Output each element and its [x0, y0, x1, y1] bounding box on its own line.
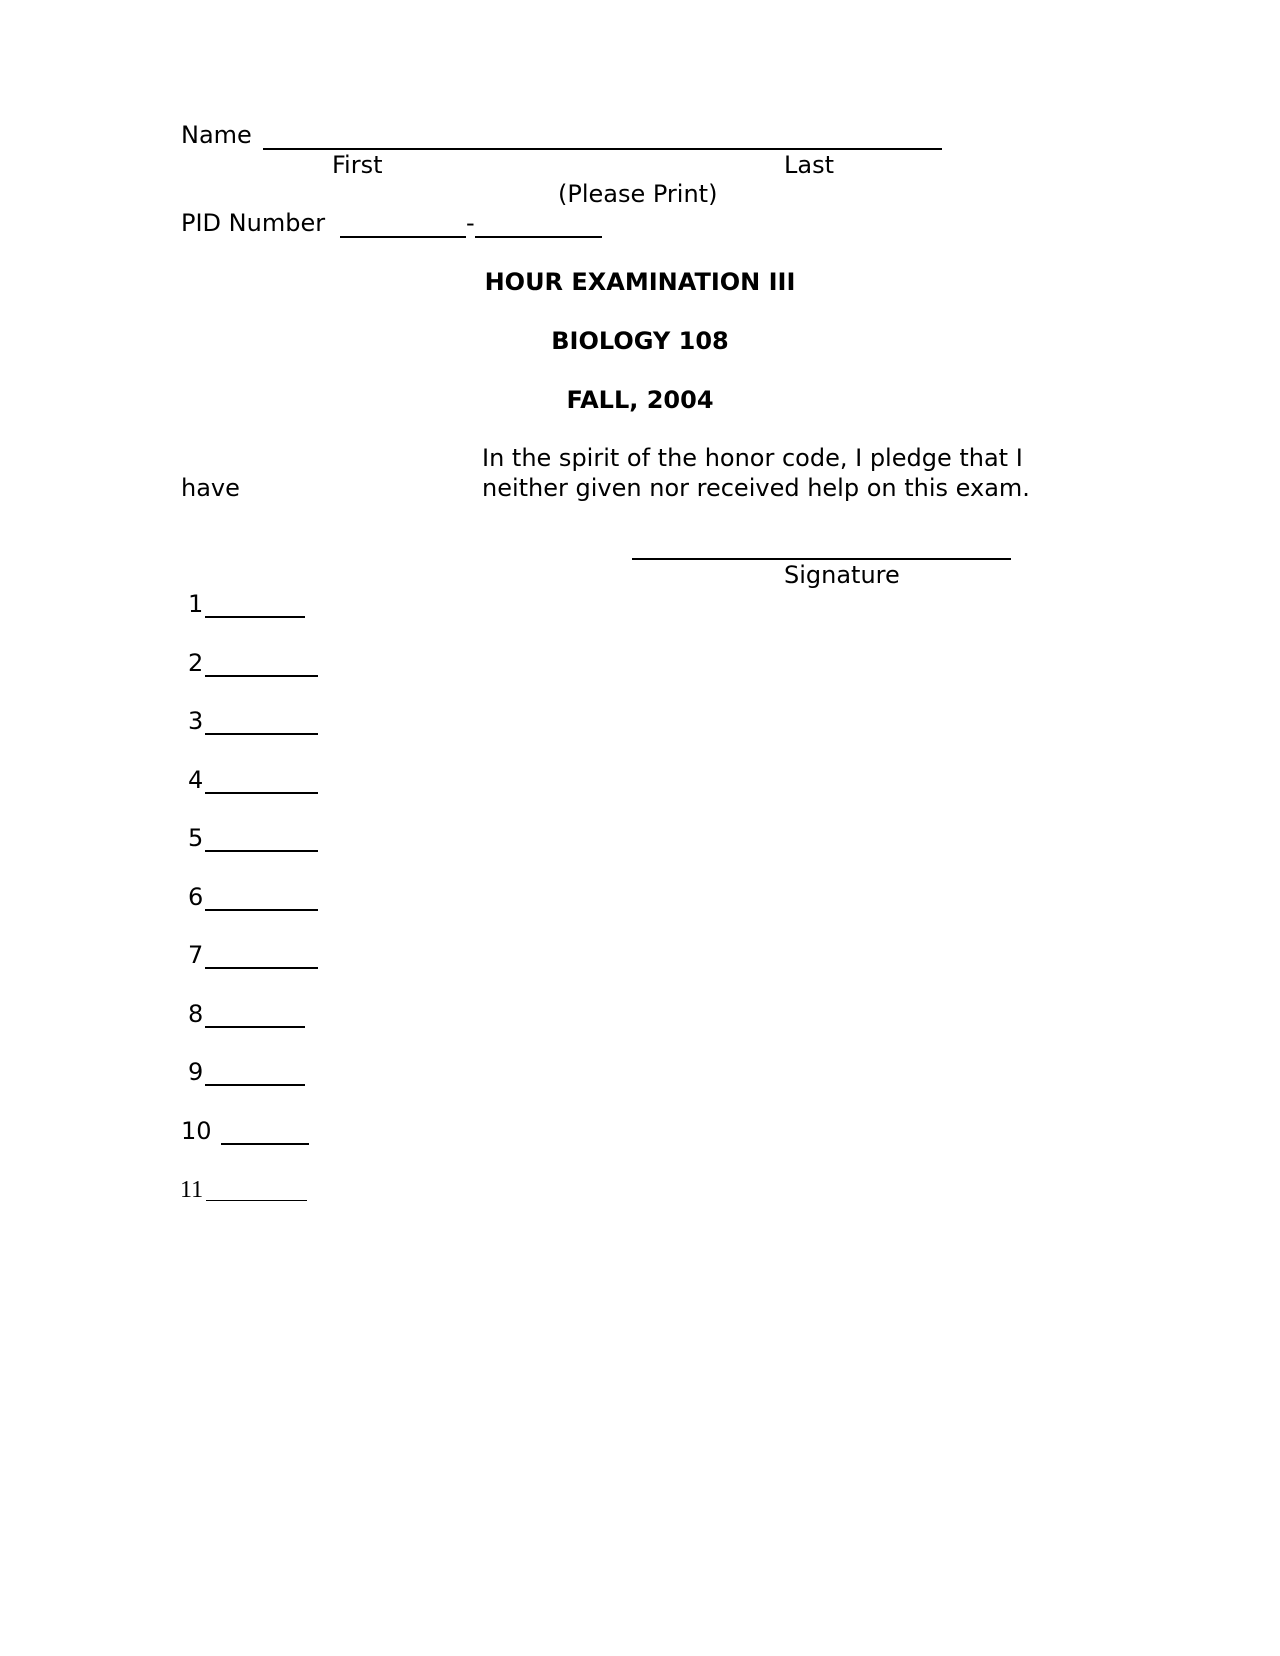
score-item-label: 10 — [181, 1117, 212, 1145]
score-item-blank[interactable] — [205, 675, 318, 677]
score-item-blank[interactable] — [205, 1026, 305, 1028]
first-name-label: First — [332, 151, 383, 179]
exam-title: HOUR EXAMINATION III — [484, 268, 796, 296]
score-item-label: 5 — [188, 824, 204, 852]
pledge-line-1: In the spirit of the honor code, I pledge that I — [482, 444, 1023, 472]
pid-field-part1[interactable] — [340, 236, 466, 238]
please-print-note: (Please Print) — [558, 180, 718, 208]
pid-separator: - — [466, 209, 475, 237]
score-item-label: 9 — [188, 1058, 204, 1086]
pledge-left-word: have — [181, 474, 240, 502]
score-item-blank[interactable] — [221, 1143, 309, 1145]
pledge-line-2: neither given nor received help on this exam. — [482, 474, 1030, 502]
signature-line[interactable] — [632, 558, 1011, 560]
score-item-blank[interactable] — [205, 850, 318, 852]
score-item-label: 8 — [188, 1000, 204, 1028]
score-item-label: 7 — [188, 941, 204, 969]
score-item-blank[interactable] — [205, 909, 318, 911]
signature-label: Signature — [784, 561, 900, 589]
score-item-label: 1 — [188, 590, 204, 618]
score-item-label: 3 — [188, 707, 204, 735]
score-item-blank[interactable] — [205, 616, 305, 618]
name-label: Name — [181, 121, 252, 149]
term-title: FALL, 2004 — [566, 386, 714, 414]
score-item-blank[interactable] — [206, 1200, 307, 1201]
score-item-blank[interactable] — [205, 733, 318, 735]
score-item-blank[interactable] — [205, 967, 318, 969]
pid-label: PID Number — [181, 209, 326, 237]
score-item-label: 11 — [180, 1177, 204, 1203]
name-field-line[interactable] — [263, 148, 942, 150]
score-item-blank[interactable] — [205, 1084, 305, 1086]
score-item-blank[interactable] — [205, 792, 318, 794]
pid-field-part2[interactable] — [475, 236, 602, 238]
score-item-label: 6 — [188, 883, 204, 911]
score-item-label: 2 — [188, 649, 204, 677]
course-title: BIOLOGY 108 — [551, 327, 729, 355]
last-name-label: Last — [784, 151, 834, 179]
score-item-label: 4 — [188, 766, 204, 794]
